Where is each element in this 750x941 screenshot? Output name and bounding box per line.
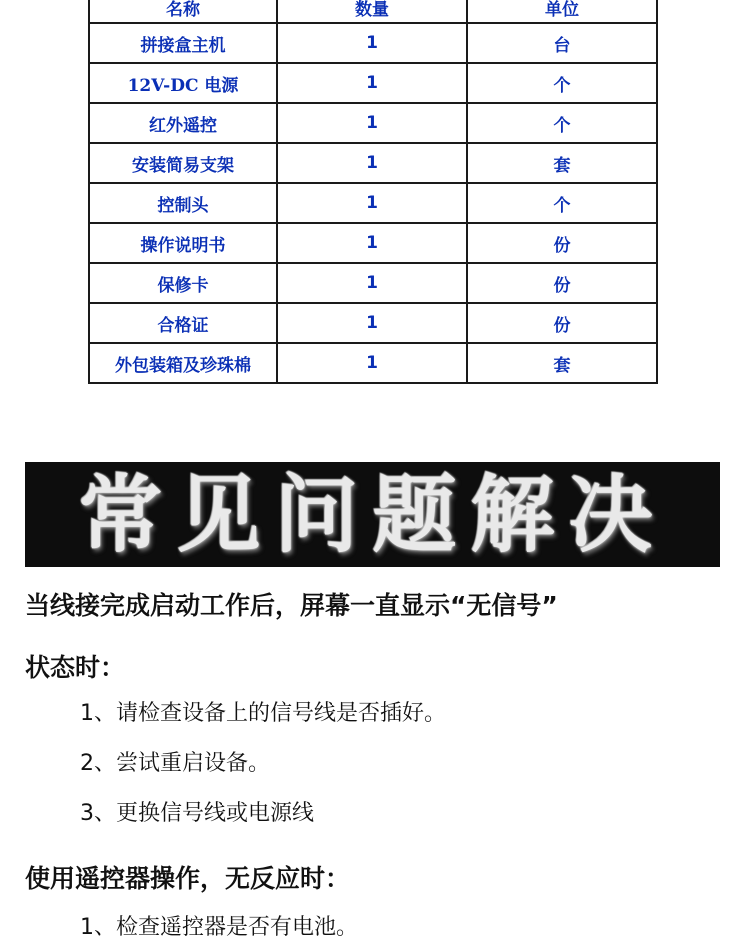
item-name: 合格证 (89, 303, 277, 343)
packing-list-table (88, 0, 658, 384)
item-unit: 份 (467, 223, 657, 263)
packing-list-table-wrapper (88, 0, 656, 384)
banner-title: 常见问题解决 (78, 464, 667, 564)
table-row (89, 23, 657, 63)
item-unit: 个 (467, 63, 657, 103)
answer-item: 3、更换信号线或电源线 (80, 801, 314, 826)
item-qty: 1 (277, 183, 467, 223)
item-name: 操作说明书 (89, 223, 277, 263)
item-unit: 个 (467, 103, 657, 143)
faq-banner (25, 462, 720, 567)
item-unit: 台 (467, 23, 657, 63)
answer-item: 1、请检查设备上的信号线是否插好。 (80, 701, 446, 726)
item-unit: 份 (467, 303, 657, 343)
table-row (89, 63, 657, 103)
question-1-line-2: 状态时： (25, 653, 126, 682)
item-qty: 1 (277, 23, 467, 63)
item-unit: 份 (467, 263, 657, 303)
question-1-line-1: 当线接完成启动工作后，屏幕一直显示“无信号” (25, 591, 558, 620)
question-2: 使用遥控器操作，无反应时： (25, 864, 351, 893)
header-quantity: 数量 (277, 0, 467, 23)
item-qty: 1 (277, 263, 467, 303)
table-row (89, 183, 657, 223)
table-row (89, 143, 657, 183)
table-header-row (89, 0, 657, 23)
item-qty: 1 (277, 303, 467, 343)
item-name: 保修卡 (89, 263, 277, 303)
item-name: 拼接盒主机 (89, 23, 277, 63)
item-unit: 套 (467, 343, 657, 383)
item-qty: 1 (277, 103, 467, 143)
item-qty: 1 (277, 143, 467, 183)
item-unit: 套 (467, 143, 657, 183)
table-row (89, 263, 657, 303)
item-name: 外包装箱及珍珠棉 (89, 343, 277, 383)
item-name: 红外遥控 (89, 103, 277, 143)
header-name: 名称 (89, 0, 277, 23)
item-qty: 1 (277, 343, 467, 383)
answer-item: 2、尝试重启设备。 (80, 751, 270, 776)
item-unit: 个 (467, 183, 657, 223)
item-qty: 1 (277, 223, 467, 263)
item-qty: 1 (277, 63, 467, 103)
table-row (89, 103, 657, 143)
item-name: 控制头 (89, 183, 277, 223)
item-name: 12V-DC 电源 (89, 63, 277, 103)
header-unit: 单位 (467, 0, 657, 23)
item-name: 安装简易支架 (89, 143, 277, 183)
table-row (89, 343, 657, 383)
table-row (89, 223, 657, 263)
table-row (89, 303, 657, 343)
answer-item: 1、检查遥控器是否有电池。 (80, 915, 358, 940)
